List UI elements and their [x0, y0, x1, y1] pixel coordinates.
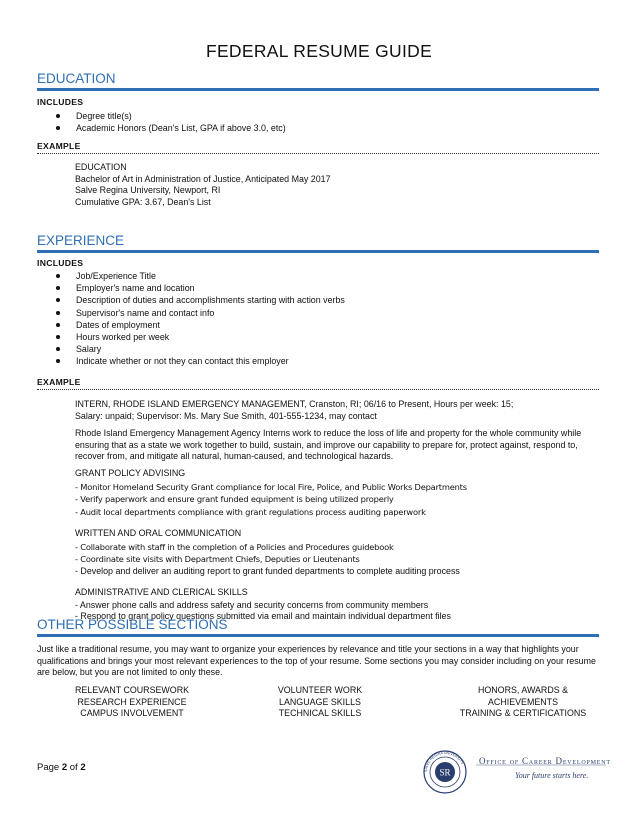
- list-item: Indicate whether or not they can contact this employer: [37, 355, 345, 367]
- education-heading: EDUCATION: [37, 71, 116, 86]
- intern-description: Rhode Island Emergency Management Agency Interns work to reduce the loss of life and property for the whole community while ensuring that as a state we work together to build, sustain, and improve our capability to prepare for, protect against, respond to, recover from, and mitigate all natural, human-caused, and technological hazards.: [75, 428, 582, 462]
- page-title: FEDERAL RESUME GUIDE: [205, 41, 433, 61]
- list-item: Degree title(s): [37, 110, 286, 122]
- admin-block: ADMINISTRATIVE AND CLERICAL SKILLS - Answer phone calls and address safety and security concerns from community members - Respond to grant policy questions submitted via email and maintain individual department files: [75, 587, 600, 623]
- list-item: Supervisor's name and contact info: [37, 307, 345, 319]
- list-item: Job/Experience Title: [37, 270, 345, 282]
- dotted-divider: [37, 153, 599, 154]
- list-item: Hours worked per week: [37, 331, 345, 343]
- office-name: Office of Career Development: [479, 756, 611, 766]
- other-bar: [37, 634, 599, 637]
- list-item: Description of duties and accomplishments starting with action verbs: [37, 294, 345, 306]
- bullet-icon: [56, 323, 60, 327]
- grant-title: GRANT POLICY ADVISING: [75, 468, 186, 478]
- bullet-icon: [56, 114, 60, 118]
- page-number: Page 2 of 2: [37, 762, 86, 773]
- education-bar: [37, 88, 599, 91]
- bullet-icon: [56, 298, 60, 302]
- svg-text:SR: SR: [439, 767, 451, 778]
- dotted-divider: [37, 389, 599, 390]
- experience-includes-list: [37, 270, 345, 368]
- bullet-icon: [56, 347, 60, 351]
- bullet-icon: [56, 126, 60, 130]
- sections-column-1: RELEVANT COURSEWORK RESEARCH EXPERIENCE CAMPUS INVOLVEMENT: [74, 685, 190, 719]
- office-tagline: Your future starts here.: [515, 771, 589, 780]
- education-includes-list: [37, 110, 286, 134]
- bullet-icon: [56, 286, 60, 290]
- sections-column-3: HONORS, AWARDS & ACHIEVEMENTS TRAINING & CERTIFICATIONS: [459, 685, 587, 719]
- bullet-icon: [56, 335, 60, 339]
- bullet-icon: [56, 359, 60, 363]
- other-intro: Just like a traditional resume, you may want to organize your experiences by relevance and title your sections in a way that highlights your qualifications and brings your most relevant experiences to the top of your resume. Some sections you may consider including on your resume are below, but you are not limited to only these.: [37, 644, 596, 678]
- list-item: Academic Honors (Dean's List, GPA if above 3.0, etc): [37, 122, 286, 134]
- experience-includes-label: INCLUDES: [37, 258, 84, 268]
- sections-column-2: VOLUNTEER WORK LANGUAGE SKILLS TECHNICAL SKILLS: [277, 685, 363, 719]
- comm-title: WRITTEN AND ORAL COMMUNICATION: [75, 528, 242, 538]
- admin-title: ADMINISTRATIVE AND CLERICAL SKILLS: [75, 587, 248, 597]
- education-example-label: EXAMPLE: [37, 141, 81, 151]
- bullet-icon: [56, 274, 60, 278]
- intern-line-1: INTERN, RHODE ISLAND EMERGENCY MANAGEMENT, Cranston, RI; 06/16 to Present, Hours per week: 15;: [75, 399, 514, 409]
- svg-text:SALVE REGINA UNIVERSITY: SALVE REGINA UNIVERSITY: [423, 750, 465, 773]
- list-item: Salary: [37, 343, 345, 355]
- experience-bar: [37, 250, 599, 253]
- intern-header: [75, 399, 600, 422]
- experience-heading: EXPERIENCE: [37, 233, 125, 248]
- intern-line-2: Salary: unpaid; Supervisor: Ms. Mary Sue Smith, 401-555-1234, may contact: [75, 410, 377, 421]
- education-includes-label: INCLUDES: [37, 97, 84, 107]
- other-heading: OTHER POSSIBLE SECTIONS: [37, 617, 228, 632]
- bullet-icon: [56, 311, 60, 315]
- grant-policy-block: GRANT POLICY ADVISING - Monitor Homeland Security Grant compliance for local Fire, Police, and Public Works Departments - Verify paperwork and ensure grant funded equipment is being utilized properly - Audit local departments compliance with grant regulations process auditing paperwork: [75, 468, 600, 518]
- list-item: Dates of employment: [37, 319, 345, 331]
- list-item: Employer's name and location: [37, 282, 345, 294]
- experience-example-label: EXAMPLE: [37, 377, 81, 387]
- education-example: EDUCATION Bachelor of Art in Administration of Justice, Anticipated May 2017 Salve Regina University, Newport, RI Cumulative GPA: 3.67, Dean's List: [75, 162, 331, 207]
- communication-block: WRITTEN AND ORAL COMMUNICATION - Collaborate with staff in the completion of a Policies and Procedures guidebook - Coordinate site visits with Department Chiefs, Deputies or Lieutenants - Develop and deliver an auditing report to grant funded departments to complete auditing process: [75, 528, 600, 577]
